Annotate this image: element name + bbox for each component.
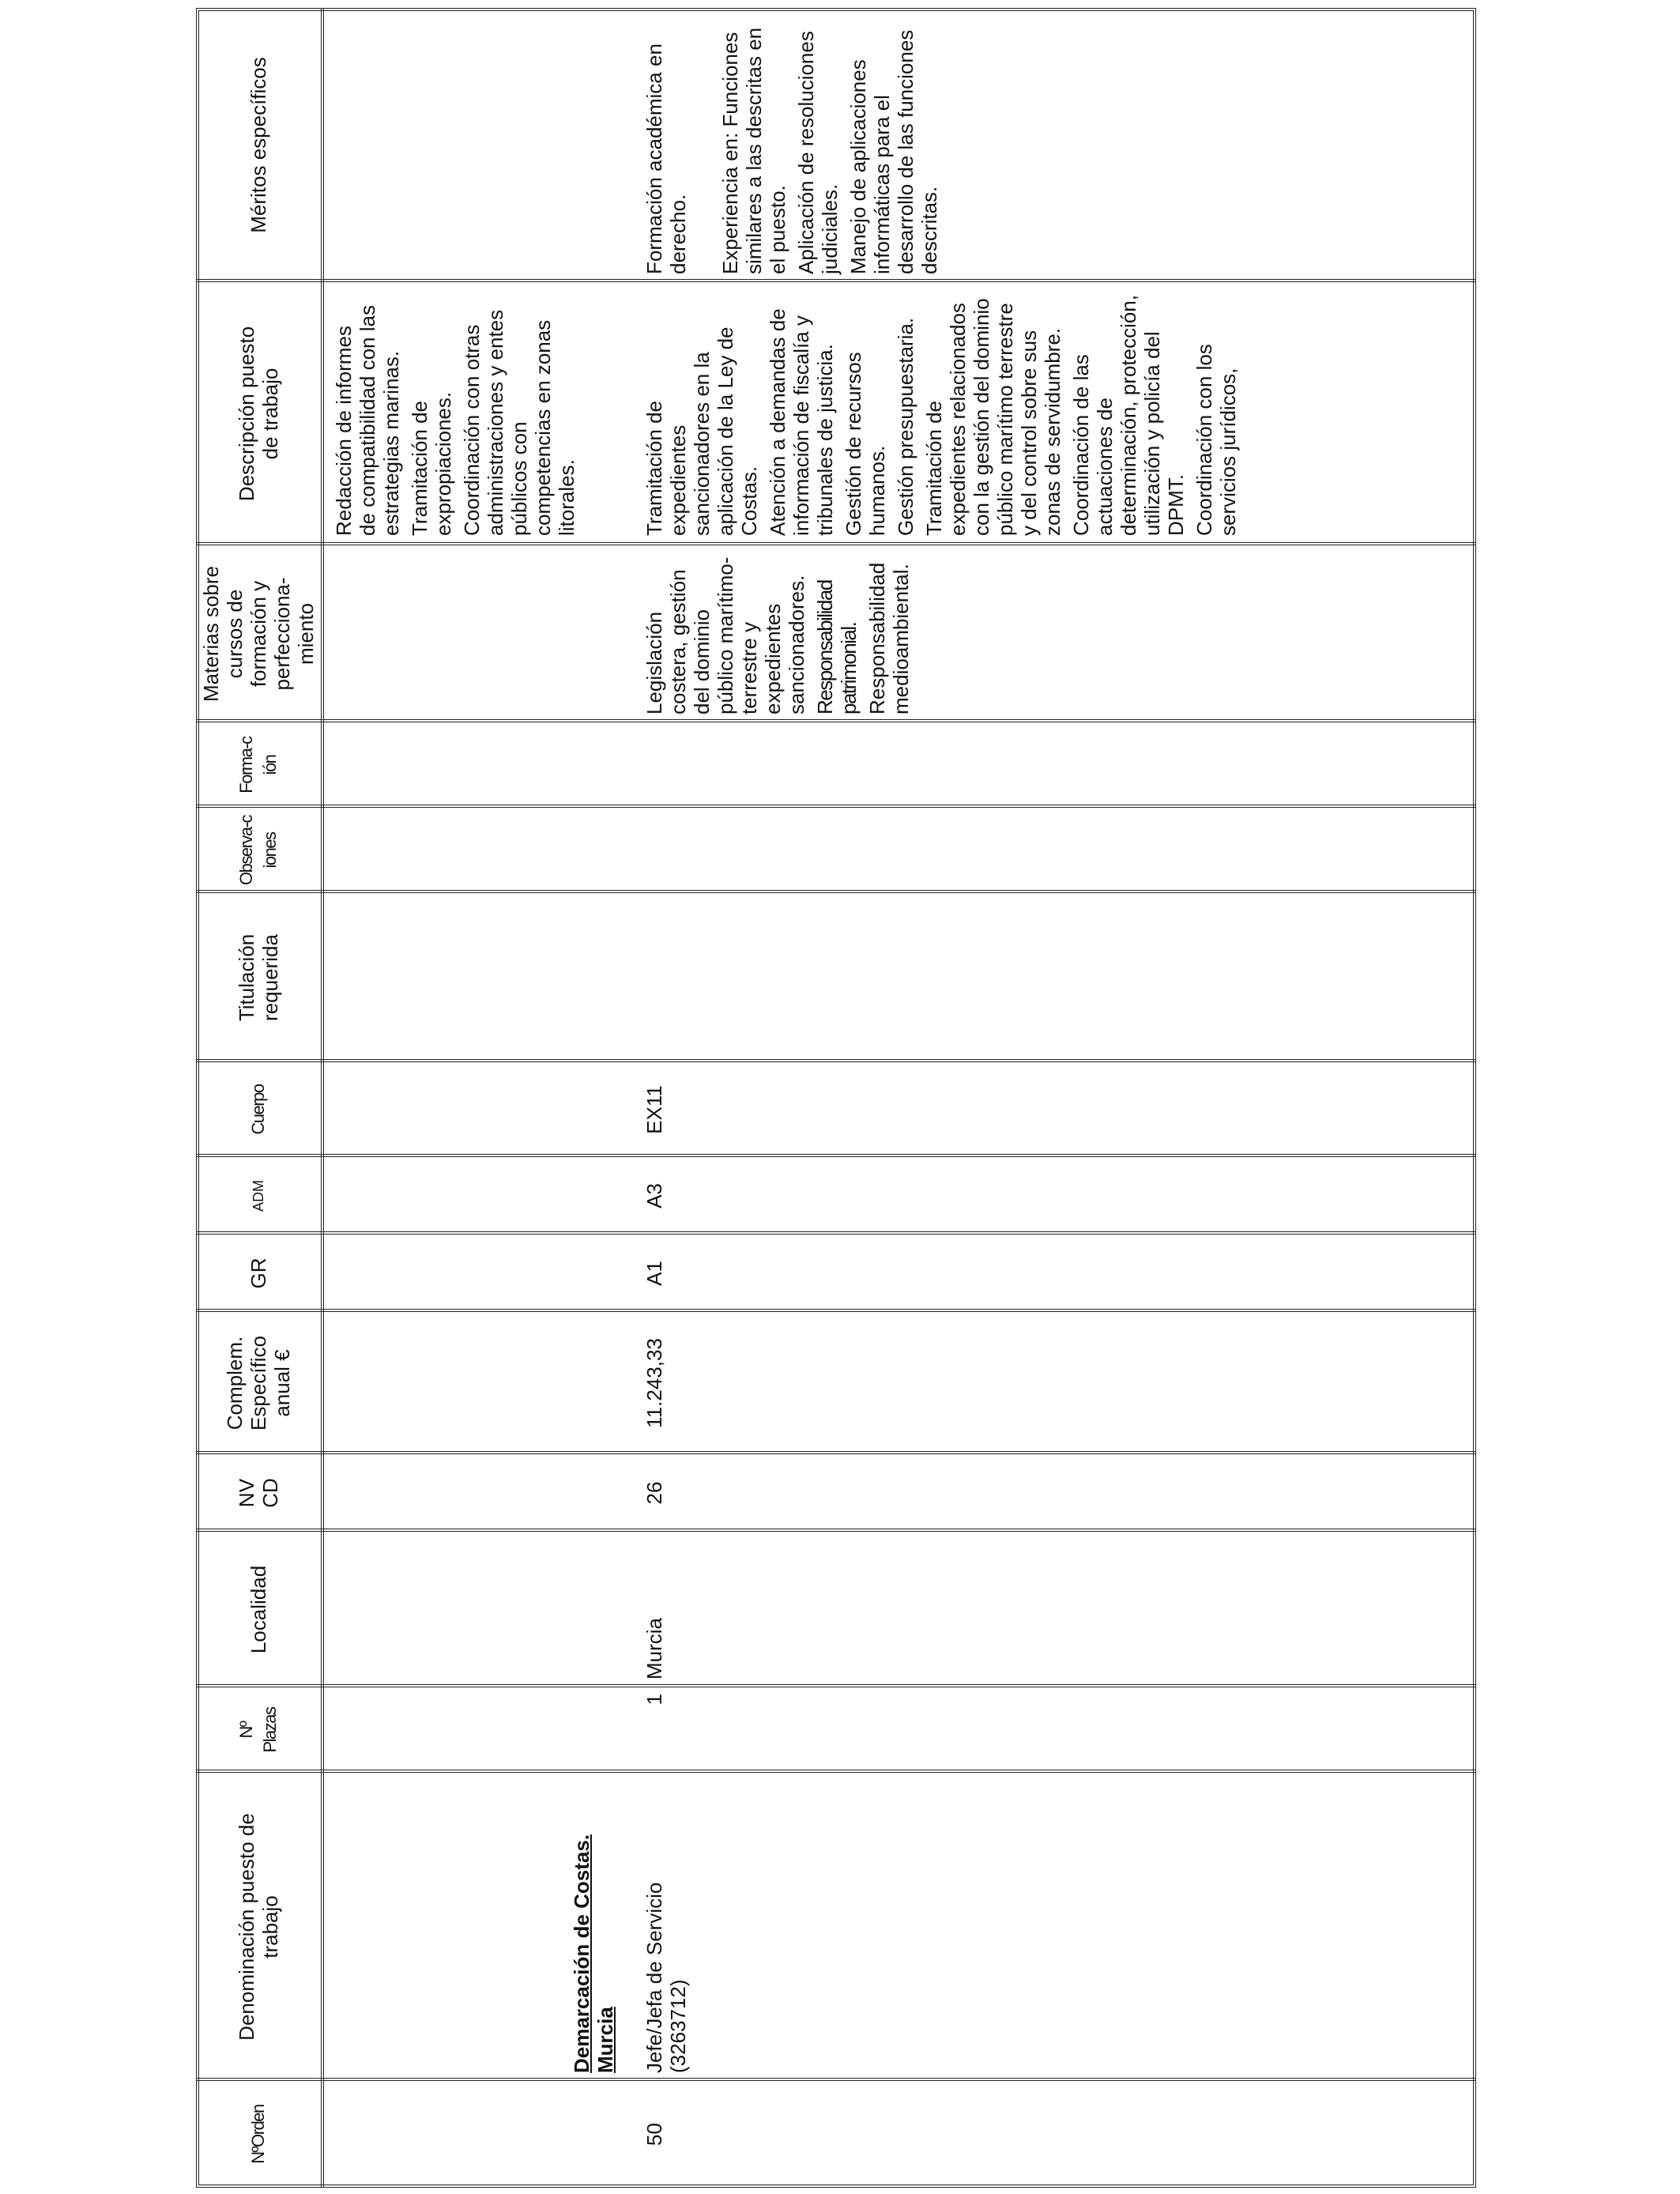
descripcion-item: Gestión presupuestaria. — [894, 317, 917, 536]
header-formacion: Forma-ción — [236, 737, 280, 794]
prev-descripcion-item: Coordinación con otras administraciones y entes públicos con competencias en zonas litorales. — [460, 309, 578, 536]
header-orden: NºOrden — [248, 2105, 268, 2164]
meritos-item: Experiencia en: Funciones similares a las descritas en el puesto. — [718, 27, 789, 274]
cell-plazas: 1 — [642, 1694, 666, 1706]
descripcion-item: Coordinación de las actuaciones de determinación, protección, utilización y policía del DPMT. — [1069, 295, 1188, 536]
cell-nv-cd: 26 — [642, 1481, 666, 1505]
descripcion-item: Gestión de recursos humanos. — [842, 352, 889, 536]
materias-item: Responsabilidad patrimonial. — [813, 580, 861, 714]
cell-localidad: Murcia — [642, 1617, 666, 1679]
col-sep-5 — [196, 1451, 1476, 1454]
materias-item: Responsabilidad medioambiental. — [865, 562, 913, 714]
col-sep-11 — [196, 805, 1476, 808]
descripcion-item: Coordinación con los servicios jurídicos, — [1192, 344, 1240, 536]
col-sep-4 — [196, 1529, 1476, 1532]
descripcion-item: Tramitación de expedientes sancionadores en la aplicación de la Ley de Costas. — [642, 326, 761, 536]
cell-gr: A1 — [642, 1261, 666, 1286]
col-sep-13 — [196, 542, 1476, 545]
header-denominacion: Denominación puesto de trabajo — [235, 1813, 282, 2041]
col-sep-10 — [196, 890, 1476, 893]
col-sep-8 — [196, 1154, 1476, 1157]
section-title: Demarcación de Costas. Murcia — [570, 1834, 617, 2073]
cell-denominacion: Jefe/Jefa de Servicio (3263712) — [642, 1882, 690, 2073]
meritos-item: Manejo de aplicaciones informáticas para el desarrollo de las funciones descritas. — [846, 29, 941, 274]
prev-descripcion-item: Redacción de informes de compatibilidad con las estrategias marinas. — [332, 305, 403, 536]
descripcion-item: Atención a demandas de información de fiscalía y tribunales de justicia. — [766, 308, 837, 536]
header-plazas: Nº Plazas — [236, 1707, 280, 1753]
col-sep-9 — [196, 1059, 1476, 1062]
rotated-table-page — [196, 8, 1476, 2188]
header-titulacion: Titulación requerida — [235, 933, 282, 1022]
meritos-item: Aplicación de resoluciones judiciales. — [794, 31, 842, 274]
cell-meritos — [642, 13, 946, 274]
header-descripcion: Descripción puesto de trabajo — [235, 326, 282, 502]
col-sep-6 — [196, 1309, 1476, 1312]
col-sep-3 — [196, 1684, 1476, 1687]
col-sep-1 — [196, 2078, 1476, 2081]
header-separator — [321, 8, 324, 2188]
cell-complemento: 11.243,33 — [642, 1338, 666, 1428]
col-sep-14 — [196, 279, 1476, 282]
materias-item: Legislación costera, gestión del dominio público marítimo-terrestre y expedientes sancionadores. — [642, 556, 808, 714]
col-sep-12 — [196, 719, 1476, 722]
header-gr: GR — [247, 1257, 270, 1289]
cell-materias — [642, 548, 917, 714]
prev-descripcion — [332, 299, 583, 536]
meritos-item: Formación académica en derecho. — [642, 43, 690, 274]
header-cuerpo: Cuerpo — [248, 1084, 268, 1135]
header-localidad: Localidad — [247, 1565, 270, 1654]
cell-orden: 50 — [642, 2123, 666, 2146]
descripcion-item: Tramitación de expedientes relacionados con la gestión del dominio público marítimo terrestre y del control sobre sus zonas de servidumbre. — [922, 298, 1064, 536]
col-sep-2 — [196, 1770, 1476, 1773]
cell-cuerpo: EX11 — [642, 1085, 666, 1134]
header-meritos: Méritos específicos — [247, 57, 270, 233]
header-materias: Materias sobre cursos de formación y perfecciona-miento — [199, 566, 318, 702]
cell-descripcion — [642, 289, 1245, 536]
col-sep-7 — [196, 1231, 1476, 1235]
header-complemento: Complem. Específico anual € — [223, 1336, 294, 1431]
header-nv-cd: NV CD — [235, 1478, 282, 1508]
header-observaciones: Observa-ciones — [236, 816, 280, 885]
header-adm: ADM — [250, 1180, 266, 1212]
cell-adm: A3 — [642, 1183, 666, 1208]
prev-descripcion-item: Tramitación de expropiaciones. — [408, 391, 455, 536]
